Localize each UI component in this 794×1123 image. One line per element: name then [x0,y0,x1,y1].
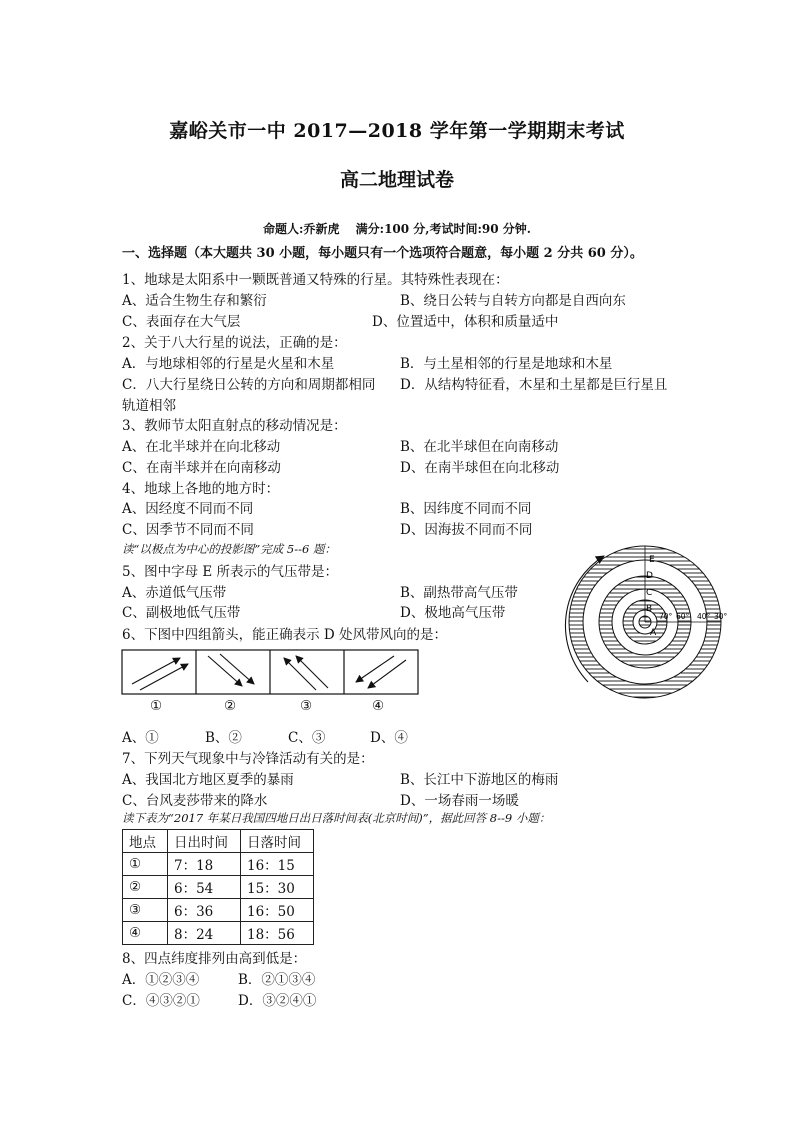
table-cell: 6：54 [168,876,241,899]
arrow-label-3: ③ [300,698,313,714]
arrow-pair-3 [284,656,328,690]
arrow-label-4: ④ [372,698,385,714]
question-5-option-d: D、极地高气压带 [400,605,506,621]
table-header-cell: 日出时间 [168,830,241,853]
exam-subtitle: 高二地理试卷 [339,169,454,191]
question-6-option-d: D、④ [370,730,408,746]
reading-note-8-9: 读下表为“2017 年某日我国四地日出日落时间表(北京时间)”，据此回答 8--9 小题： [122,811,551,825]
lat-label-70: 70° [659,612,673,621]
lat-label-60: 60° [676,612,690,621]
question-5-stem: 5、图中字母 E 所表示的气压带是： [122,564,339,580]
question-3-option-a: A、在北半球并在向北移动 [122,439,281,455]
lat-label-30: 30° [714,612,728,621]
table-cell: ③ [123,899,168,922]
question-1-option-a: A、适合生物生存和繁衍 [122,293,267,309]
question-4-option-c: C、因季节不同而不同 [122,522,254,538]
question-3-option-b: B、在北半球但在向南移动 [400,439,559,455]
question-5-option-a: A、赤道低气压带 [122,585,227,601]
table-cell: 18：56 [241,922,314,945]
question-1-option-c: C、表面存在大气层 [122,314,241,330]
table-header-cell: 日落时间 [241,830,314,853]
question-5-option-b: B、副热带高气压带 [400,585,518,601]
exam-meta: 命题人:乔新虎 满分:100 分,考试时间:90 分钟. [263,222,531,236]
question-2-stem: 2、关于八大行星的说法，正确的是： [122,335,347,351]
question-7-option-c: C、台风麦莎带来的降水 [122,793,268,809]
section-heading: 一、选择题（本大题共 30 小题，每小题只有一个选项符合题意，每小题 2 分共 60 分）。 [122,246,643,261]
question-3-stem: 3、教师节太阳直射点的移动情况是： [122,418,347,434]
question-4-option-d: D、因海拔不同而不同 [400,522,533,538]
question-8-stem: 8、四点纬度排列由高到低是： [122,951,307,967]
question-7-option-d: D、一场春雨一场暖 [400,793,519,809]
question-4-option-a: A、因经度不同而不同 [122,501,254,517]
question-4-stem: 4、地球上各地的地方时： [122,481,280,497]
reading-note-5-6: 读“以极点为中心的投影图”完成 5--6 题： [122,542,336,556]
map-letter-e: E [649,555,655,565]
table-row [123,922,314,945]
question-8-option-d: D．③②④① [238,993,317,1009]
question-1-option-b: B、绕日公转与自转方向都是自西向东 [400,293,626,309]
question-5-option-c: C、副极地低气压带 [122,605,241,621]
question-2-option-c: C．八大行星绕日公转的方向和周期都相同 [122,377,376,393]
table-cell: 15：30 [241,876,314,899]
question-3-option-c: C、在南半球并在向南移动 [122,460,281,476]
table-cell: 6：36 [168,899,241,922]
question-4-option-b: B、因纬度不同而不同 [400,501,532,517]
question-6-stem: 6、下图中四组箭头，能正确表示 D 处风带风向的是： [122,627,447,643]
question-3-option-d: D、在南半球但在向北移动 [400,460,560,476]
map-letter-c: C [646,588,653,598]
map-letter-b: B [646,604,653,614]
question-6-option-c: C、③ [288,730,326,746]
question-2-option-b: B．与土星相邻的行星是地球和木星 [400,356,613,372]
question-2-option-d: D．从结构特征看，木星和土星都是巨行星且 [400,377,668,393]
arrow-pair-1 [132,658,188,690]
question-6-option-b: B、② [205,730,242,746]
table-cell: ① [123,853,168,876]
sunrise-sunset-table [122,829,314,945]
question-8-option-c: C．④③②① [122,993,200,1009]
question-1-stem: 1、地球是太阳系中一颗既普通又特殊的行星。其特殊性表现在： [122,272,509,288]
table-row [123,853,314,876]
question-2-option-a: A．与地球相邻的行星是火星和木星 [122,356,335,372]
table-cell: 16：50 [241,899,314,922]
arrow-pair-4 [356,656,406,688]
wind-arrows-figure [120,648,420,696]
table-cell: ② [123,876,168,899]
question-1-option-d: D、位置适中，体积和质量适中 [372,314,559,330]
map-letter-a: A [650,628,657,638]
exam-title: 嘉峪关市一中 2017—2018 学年第一学期期末考试 [169,120,625,142]
table-cell: 7：18 [168,853,241,876]
map-letter-d: D [646,571,653,581]
arrow-label-1: ① [150,698,163,714]
arrow-pair-2 [208,654,254,686]
table-cell: 8：24 [168,922,241,945]
lat-label-40: 40° [697,612,711,621]
question-7-stem: 7、下列天气现象中与冷锋活动有关的是： [122,751,374,767]
table-row [123,876,314,899]
question-6-option-a: A、① [122,730,159,746]
question-8-option-a: A．①②③④ [122,972,200,988]
question-8-option-b: B．②①③④ [238,972,316,988]
table-cell: ④ [123,922,168,945]
table-header-cell: 地点 [123,830,168,853]
question-7-option-b: B、长江中下游地区的梅雨 [400,772,559,788]
question-2-option-d-continued: 轨道相邻 [122,398,176,414]
table-cell: 16：15 [241,853,314,876]
arrow-label-2: ② [224,698,237,714]
question-7-option-a: A、我国北方地区夏季的暴雨 [122,772,294,788]
polar-projection-map [556,540,734,718]
table-row [123,899,314,922]
table-header-row [123,830,314,853]
